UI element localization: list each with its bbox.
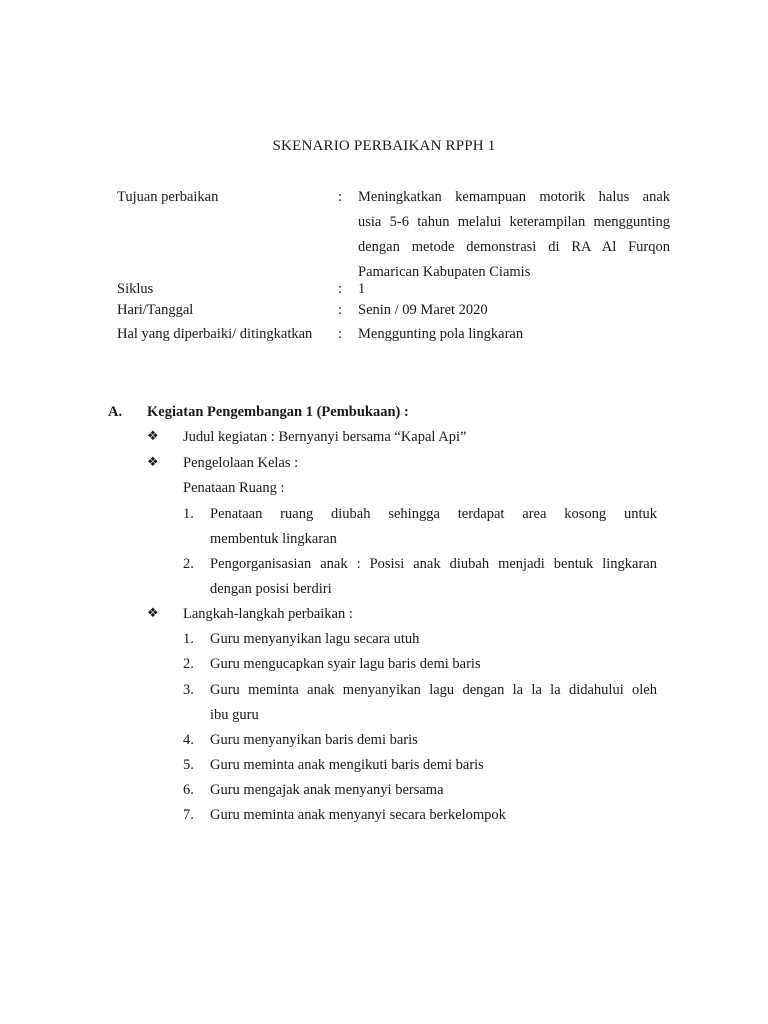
section-heading: Kegiatan Pengembangan 1 (Pembukaan) : (147, 404, 409, 420)
tujuan-value-line-4: Pamarican Kabupaten Ciamis (358, 264, 531, 280)
list-item-number: 6. (183, 782, 194, 798)
list-item-text: Pengorganisasian anak : Posisi anak diubah menjadi bentuk lingkaran (210, 556, 657, 572)
list-item-number: 2. (183, 656, 194, 672)
list-item-text: Guru menyanyikan baris demi baris (210, 732, 418, 748)
list-item-text: ibu guru (210, 707, 259, 723)
list-item-text: Guru mengajak anak menyanyi bersama (210, 782, 444, 798)
list-item-text: Guru menyanyikan lagu secara utuh (210, 631, 420, 647)
diamond-bullet-icon: ❖ (147, 455, 159, 470)
diamond-bullet-icon: ❖ (147, 606, 159, 621)
siklus-value: 1 (358, 281, 366, 297)
siklus-colon: : (338, 281, 343, 297)
list-item-number: 2. (183, 556, 194, 572)
list-item-text: Guru meminta anak menyanyi secara berkelompok (210, 807, 506, 823)
hari-colon: : (338, 302, 343, 318)
tujuan-value-line-3: dengan metode demonstrasi di RA Al Furqon (358, 239, 670, 255)
list-item-text: Guru meminta anak menyanyikan lagu dengan la la la didahului oleh (210, 682, 657, 698)
penataan-ruang: Penataan Ruang : (183, 480, 285, 496)
list-item-text: Guru meminta anak mengikuti baris demi baris (210, 757, 484, 773)
judul-kegiatan: Judul kegiatan : Bernyanyi bersama “Kapal Api” (183, 429, 467, 445)
siklus-label: Siklus (117, 281, 154, 297)
pengelolaan-kelas: Pengelolaan Kelas : (183, 455, 299, 471)
list-item-text: membentuk lingkaran (210, 531, 337, 547)
tujuan-value-line-1: Meningkatkan kemampuan motorik halus anak (358, 189, 670, 205)
list-item-number: 1. (183, 506, 194, 522)
list-item-number: 4. (183, 732, 194, 748)
tujuan-value-line-2: usia 5-6 tahun melalui keterampilan menggunting (358, 214, 670, 230)
tujuan-label: Tujuan perbaikan (117, 189, 219, 205)
list-item-number: 1. (183, 631, 194, 647)
hal-label: Hal yang diperbaiki/ ditingkatkan (117, 326, 313, 342)
list-item-number: 7. (183, 807, 194, 823)
diamond-bullet-icon: ❖ (147, 429, 159, 444)
langkah-perbaikan: Langkah-langkah perbaikan : (183, 606, 353, 622)
list-item-text: dengan posisi berdiri (210, 581, 332, 597)
list-item-number: 3. (183, 682, 194, 698)
hari-value: Senin / 09 Maret 2020 (358, 302, 488, 318)
tujuan-colon: : (338, 189, 343, 205)
hal-colon: : (338, 326, 343, 342)
list-item-text: Guru mengucapkan syair lagu baris demi baris (210, 656, 481, 672)
hari-label: Hari/Tanggal (117, 302, 194, 318)
section-letter: A. (108, 404, 123, 420)
list-item-number: 5. (183, 757, 194, 773)
hal-value: Menggunting pola lingkaran (358, 326, 524, 342)
document-title: SKENARIO PERBAIKAN RPPH 1 (272, 138, 496, 154)
list-item-text: Penataan ruang diubah sehingga terdapat area kosong untuk (210, 506, 657, 522)
